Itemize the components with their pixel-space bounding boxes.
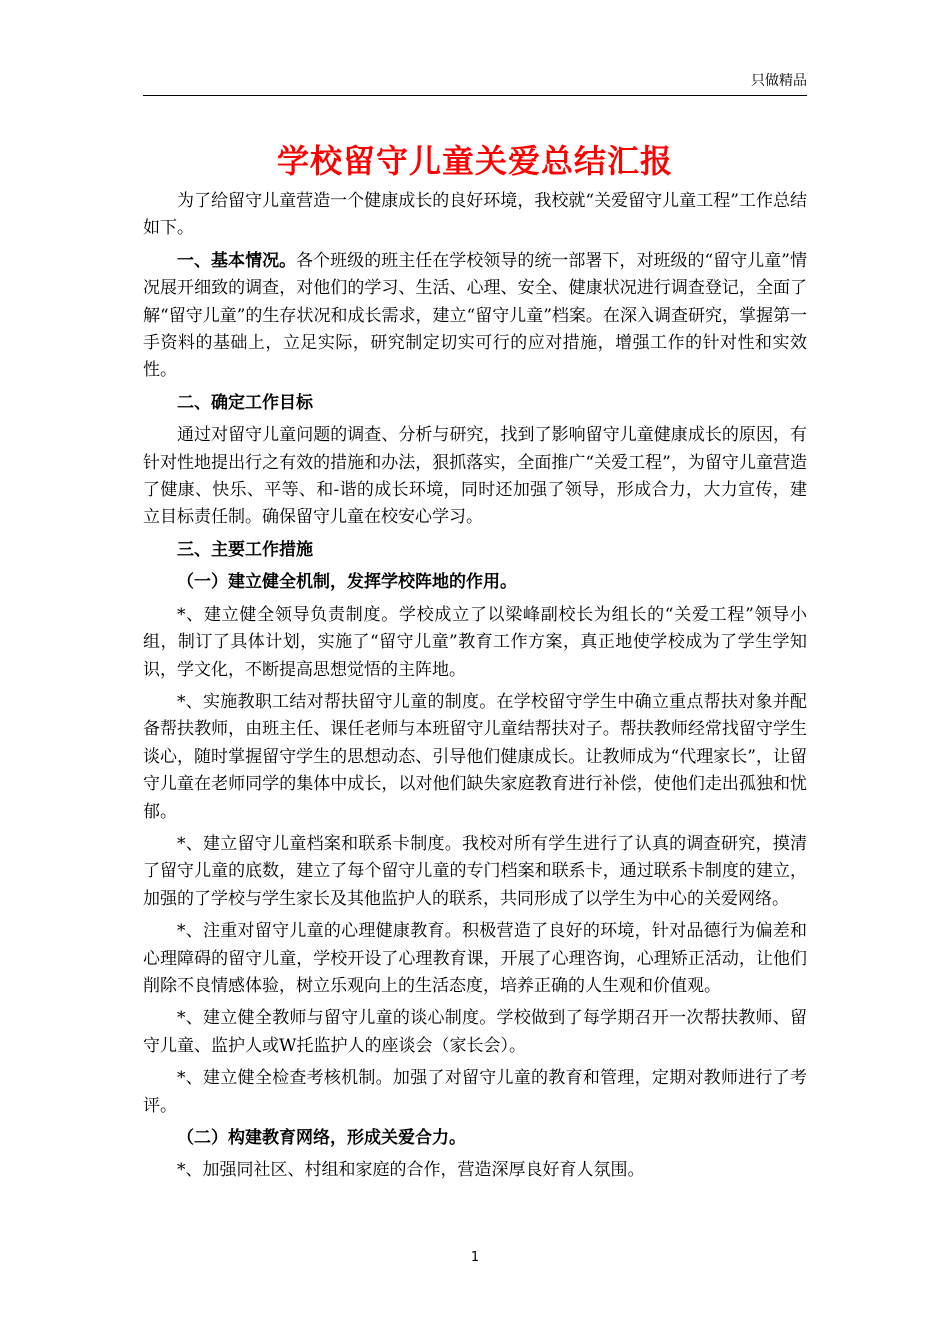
- section1-body: 各个班级的班主任在学校领导的统一部署下，对班级的“留守儿童”情况展开细致的调查，对他们的学习、生活、心理、安全、健康状况进行调查登记，全面了解“留守儿童”的生存状况和成长需求，建立“留守儿童”档案。在深入调查研究，掌握第一手资料的基础上，立足实际，研究制定切实可行的应对措施，增强工作的针对性和实效性。: [143, 250, 807, 381]
- measure-item: *、建立健全教师与留守儿童的谈心制度。学校做到了每学期召开一次帮扶教师、留守儿童、监护人或W托监护人的座谈会（家长会）。: [143, 1008, 807, 1056]
- section2-body: 通过对留守儿童问题的调查、分析与研究，找到了影响留守儿童健康成长的原因，有针对性地提出行之有效的措施和办法，狠抓落实，全面推广“关爱工程”，为留守儿童营造了健康、快乐、平等、和-谐的成长环境，同时还加强了领导，形成合力，大力宣传，建立目标责任制。确保留守儿童在校安心学习。: [143, 425, 807, 528]
- page-number: 1: [470, 1250, 480, 1265]
- section2-heading: 二、确定工作目标: [177, 392, 313, 413]
- measure-item: *、实施教职工结对帮扶留守儿童的制度。在学校留守学生中确立重点帮扶对象并配备帮扶教师，由班主任、课任老师与本班留守儿童结帮扶对子。帮扶教师经常找留守学生谈心，随时掌握留守学生的思想动态、引导他们健康成长。让教师成为“代理家长”，让留守儿童在老师同学的集体中成长，以对他们缺失家庭教育进行补偿，使他们走出孤独和忧郁。: [143, 691, 807, 822]
- header-divider: [143, 95, 807, 96]
- measure-item: *、注重对留守儿童的心理健康教育。积极营造了良好的环境，针对品德行为偏差和心理障碍的留守儿童，学校开设了心理教育课，开展了心理咨询，心理矫正活动，让他们削除不良情感体验，树立乐观向上的生活态度，培养正确的人生观和价值观。: [143, 921, 807, 996]
- intro-paragraph: 为了给留守儿童营造一个健康成长的良好环境，我校就“关爱留守儿童工程”工作总结如下。: [143, 191, 807, 239]
- measure-item: *、加强同社区、村组和家庭的合作，营造深厚良好育人氛围。: [177, 1160, 645, 1181]
- section1-heading: 一、基本情况。: [177, 250, 297, 271]
- subsection2-heading: （二）构建教育网络，形成关爱合力。: [177, 1128, 466, 1148]
- header-tag: 只做精品: [751, 73, 807, 89]
- section1-paragraph: [143, 248, 807, 385]
- measure-item: *、建立留守儿童档案和联系卡制度。我校对所有学生进行了认真的调查研究，摸清了留守儿童的底数，建立了每个留守儿童的专门档案和联系卡，通过联系卡制度的建立，加强的了学校与学生家长及其他监护人的联系，共同形成了以学生为中心的关爱网络。: [143, 833, 807, 909]
- document-body: [143, 188, 807, 1190]
- page-title: 学校留守儿童关爱总结汇报: [276, 142, 673, 180]
- measure-item: *、建立健全领导负责制度。学校成立了以梁峰副校长为组长的“关爱工程”领导小组，制订了具体计划，实施了“留守儿童”教育工作方案，真正地使学校成为了学生学知识，学文化，不断提高思想觉悟的主阵地。: [143, 604, 807, 680]
- measure-item: *、建立健全检查考核机制。加强了对留守儿童的教育和管理，定期对教师进行了考评。: [143, 1068, 807, 1116]
- subsection1-heading: （一）建立健全机制，发挥学校阵地的作用。: [177, 572, 517, 593]
- section3-heading: 三、主要工作措施: [177, 539, 313, 560]
